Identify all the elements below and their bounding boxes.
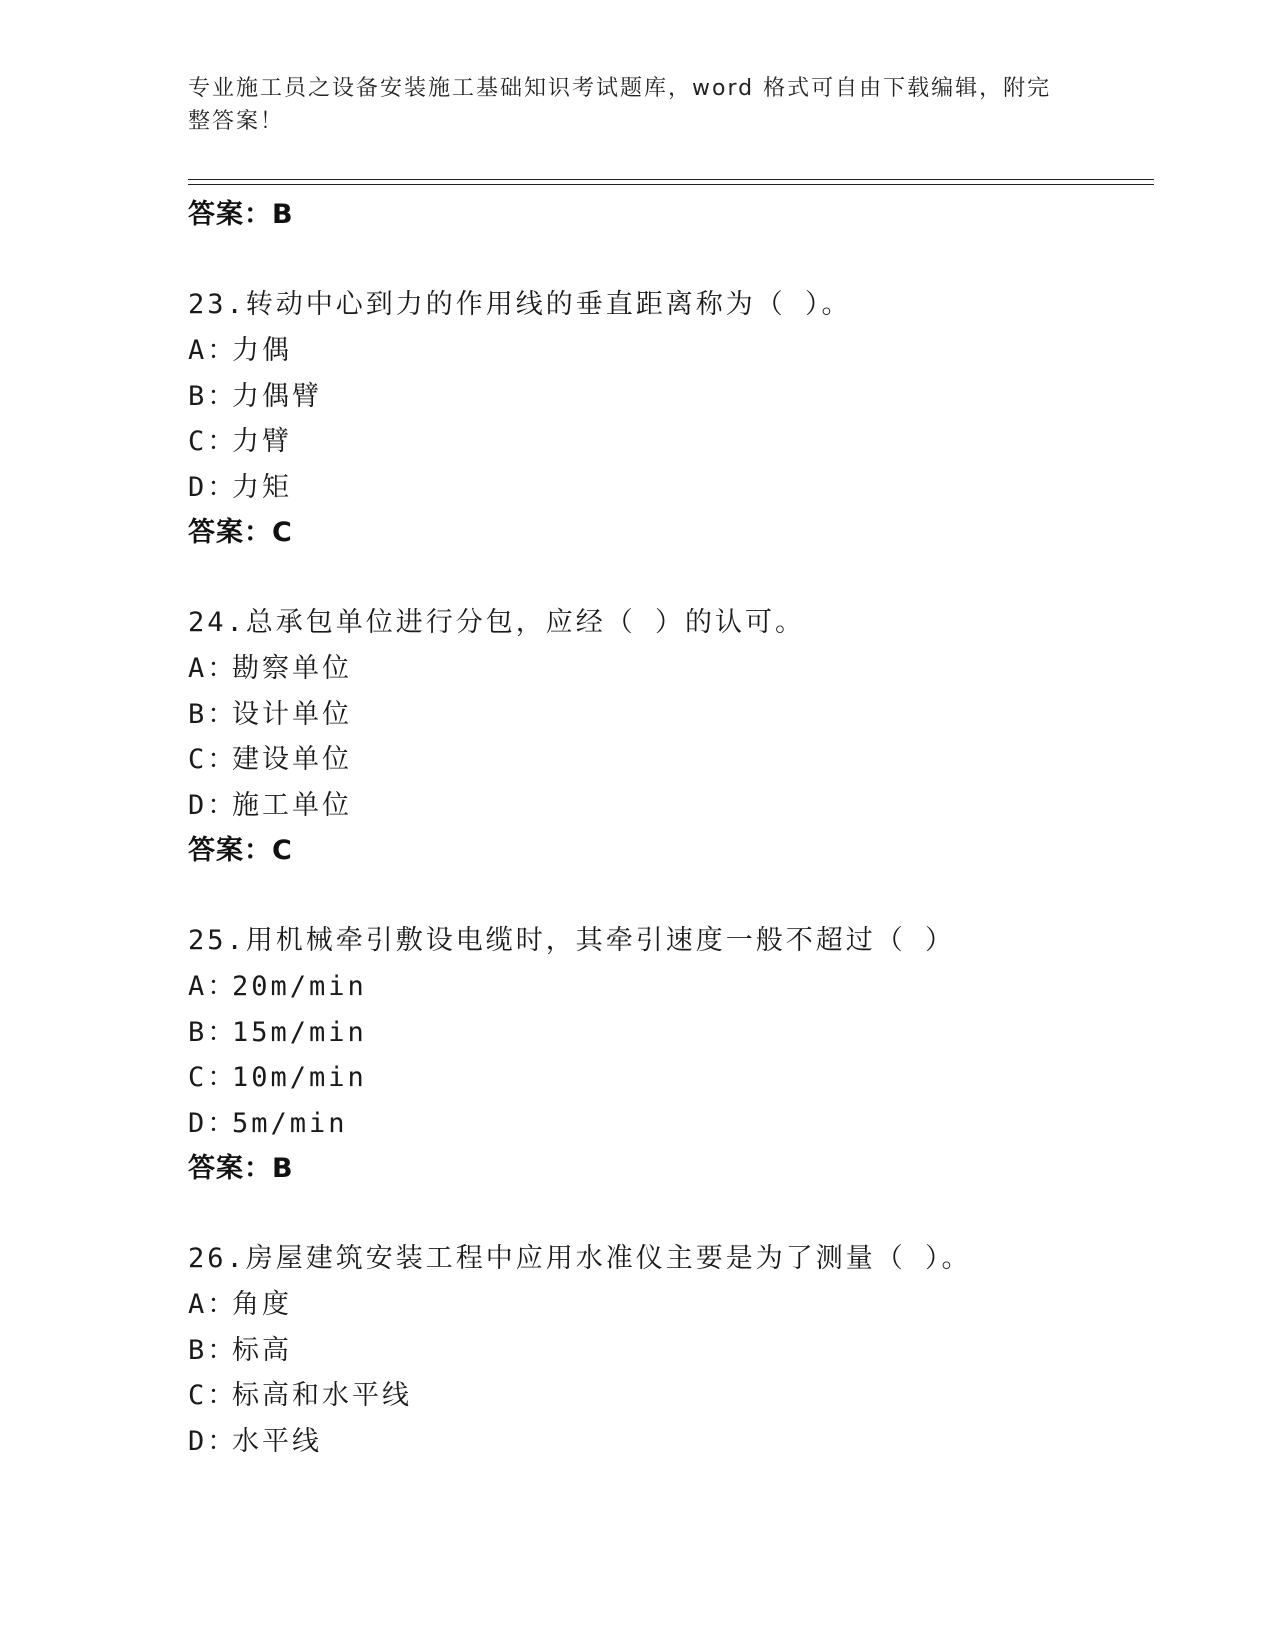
- option-b: [188, 692, 1148, 738]
- option-text: 10m/min: [232, 1062, 367, 1093]
- option-text: 力矩: [232, 471, 292, 503]
- option-label: C：: [188, 1380, 238, 1411]
- option-c: [188, 1373, 1148, 1419]
- option-label: B：: [188, 698, 238, 730]
- answer-line: [188, 1146, 1148, 1192]
- option-c: [188, 419, 1148, 465]
- option-text: 力臂: [232, 426, 292, 457]
- answer-prefix: 答案：: [188, 517, 272, 548]
- option-d: [188, 783, 1148, 829]
- option-text: 20m/min: [232, 971, 367, 1002]
- question-text: 23.转动中心到力的作用线的垂直距离称为（ ）。: [188, 289, 852, 320]
- answer-prefix: 答案：: [188, 199, 272, 230]
- option-label: C：: [188, 426, 238, 457]
- option-text: 建设单位: [232, 744, 352, 775]
- answer-value: C: [272, 835, 293, 866]
- option-text: 力偶臂: [232, 380, 322, 412]
- header-line-1: 专业施工员之设备安装施工基础知识考试题库，word 格式可自由下载编辑，附完: [188, 76, 1052, 101]
- option-b: [188, 1328, 1148, 1374]
- option-label: B：: [188, 1016, 238, 1048]
- header-divider-top: [188, 179, 1154, 180]
- question-text: 24.总承包单位进行分包，应经（ ）的认可。: [188, 607, 806, 638]
- option-label: D：: [188, 471, 238, 503]
- option-text: 标高和水平线: [232, 1380, 412, 1411]
- header-line-2: 整答案！: [188, 109, 285, 134]
- answer-value: B: [272, 1153, 294, 1184]
- answer-prefix: 答案：: [188, 835, 272, 866]
- option-text: 勘察单位: [232, 653, 352, 684]
- option-label: A：: [188, 1289, 238, 1320]
- answer-line: [188, 510, 1148, 556]
- option-d: [188, 465, 1148, 511]
- option-c: [188, 737, 1148, 783]
- answer-value: C: [272, 517, 293, 548]
- option-a: [188, 328, 1148, 374]
- option-label: C：: [188, 744, 238, 775]
- option-label: B：: [188, 1334, 238, 1366]
- option-text: 5m/min: [232, 1107, 348, 1139]
- option-c: [188, 1055, 1148, 1101]
- option-text: 角度: [232, 1289, 292, 1320]
- question-item: [188, 282, 1148, 556]
- question-text: 25.用机械牵引敷设电缆时，其牵引速度一般不超过（ ）: [188, 925, 956, 956]
- question-list: [188, 192, 1148, 1464]
- option-label: A：: [188, 335, 238, 366]
- document-header: [188, 72, 1068, 138]
- option-label: B：: [188, 380, 238, 412]
- answer-line: [188, 828, 1148, 874]
- option-a: [188, 646, 1148, 692]
- option-text: 水平线: [232, 1425, 322, 1457]
- option-label: A：: [188, 971, 238, 1002]
- option-label: D：: [188, 789, 238, 821]
- option-text: 施工单位: [232, 789, 352, 821]
- answer-line: [188, 192, 1148, 238]
- option-label: D：: [188, 1107, 238, 1139]
- header-divider-bottom: [188, 184, 1154, 185]
- option-d: [188, 1419, 1148, 1465]
- question-item: [188, 1236, 1148, 1464]
- option-text: 15m/min: [232, 1016, 367, 1048]
- option-label: C：: [188, 1062, 238, 1093]
- question-item: [188, 600, 1148, 874]
- option-b: [188, 1010, 1148, 1056]
- question-text: 26.房屋建筑安装工程中应用水准仪主要是为了测量（ ）。: [188, 1243, 972, 1274]
- option-text: 力偶: [232, 335, 292, 366]
- option-text: 标高: [232, 1334, 292, 1366]
- option-b: [188, 374, 1148, 420]
- option-label: D：: [188, 1425, 238, 1457]
- option-a: [188, 1282, 1148, 1328]
- option-a: [188, 964, 1148, 1010]
- question-item: [188, 918, 1148, 1192]
- answer-value: B: [272, 199, 294, 230]
- option-label: A：: [188, 653, 238, 684]
- option-text: 设计单位: [232, 698, 352, 730]
- answer-prefix: 答案：: [188, 1153, 272, 1184]
- option-d: [188, 1101, 1148, 1147]
